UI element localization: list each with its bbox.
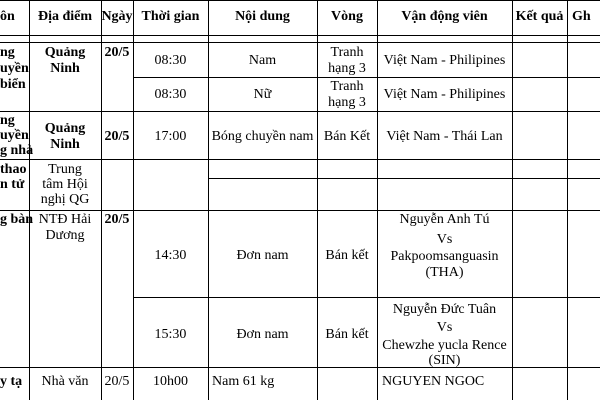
venue: NTĐ Hải [38, 212, 92, 227]
sport-name: ng [0, 113, 15, 128]
row-border [0, 0, 600, 1]
versus: Vs [436, 320, 453, 335]
event: Nữ [253, 87, 272, 102]
column-border [567, 0, 568, 400]
sport-name: uyền [0, 61, 29, 76]
date: 20/5 [104, 212, 130, 227]
header-event: Nội dung [235, 9, 290, 24]
round: Tranh [330, 45, 364, 60]
sport-name: g bàn [0, 212, 34, 227]
venue: Ninh [50, 137, 80, 152]
sport-name: n tử [0, 177, 25, 192]
time: 10h00 [153, 374, 188, 389]
row-border [0, 159, 600, 160]
versus: Vs [436, 232, 453, 247]
row-border [0, 35, 600, 36]
sport-name: biển [0, 77, 26, 92]
athletes: Việt Nam - Thái Lan [386, 129, 503, 144]
row-border [0, 42, 600, 43]
athlete: Nguyễn Anh Tú [399, 212, 490, 227]
sport-name: thao [0, 162, 27, 177]
venue: Ninh [50, 61, 80, 76]
athlete: Chewzhe yucla Rence [382, 338, 507, 353]
time: 14:30 [154, 248, 187, 263]
athlete-country: (THA) [425, 265, 464, 280]
sport-name: y tạ [0, 374, 23, 389]
row-border [0, 111, 600, 112]
date: 20/5 [104, 374, 130, 389]
header-result: Kết quả [515, 9, 564, 24]
header-venue: Địa điểm [37, 9, 93, 24]
sport-name: uyền [0, 128, 29, 143]
row-border [208, 178, 600, 179]
athlete-country: (SIN) [428, 353, 461, 368]
header-round: Vòng [331, 9, 363, 24]
header-date: Ngày [101, 9, 133, 24]
round: Bán kết [325, 327, 369, 342]
athlete: Pakpoomsanguasin [390, 249, 499, 264]
venue: tâm Hội [42, 177, 88, 192]
header-note: Gh [572, 9, 591, 24]
athletes: NGUYEN NGOC [382, 374, 485, 389]
venue: Dương [45, 228, 85, 243]
venue: Quảng [44, 45, 86, 60]
sport-name: g nhà [0, 143, 34, 158]
column-border [512, 0, 513, 400]
event: Nam 61 kg [212, 374, 275, 389]
event: Nam [248, 53, 277, 68]
time: 15:30 [154, 327, 187, 342]
venue: nghị QG [40, 192, 90, 207]
athlete: Nguyễn Đức Tuân [392, 302, 497, 317]
row-border [0, 210, 600, 211]
row-border [133, 297, 600, 298]
header-athletes: Vận động viên [401, 9, 488, 24]
venue: Quảng [44, 121, 86, 136]
athletes: Việt Nam - Philipines [383, 53, 506, 68]
round: Tranh [330, 79, 364, 94]
athletes: Việt Nam - Philipines [383, 87, 506, 102]
event: Bóng chuyền nam [211, 129, 314, 144]
round: hạng 3 [328, 95, 366, 110]
header-sport: ôn [0, 9, 15, 24]
header-time: Thời gian [141, 9, 200, 24]
date: 20/5 [104, 129, 130, 144]
date: 20/5 [104, 45, 130, 60]
time: 08:30 [154, 87, 187, 102]
venue: Nhà văn [41, 374, 89, 389]
event: Đơn nam [236, 327, 289, 342]
round: Bán kết [325, 248, 369, 263]
round: hạng 3 [328, 61, 366, 76]
sport-name: ng [0, 45, 15, 60]
time: 17:00 [154, 129, 187, 144]
time: 08:30 [154, 53, 187, 68]
event: Đơn nam [236, 248, 289, 263]
round: Bán Kết [323, 129, 371, 144]
row-border [133, 77, 600, 78]
venue: Trung [48, 162, 82, 177]
